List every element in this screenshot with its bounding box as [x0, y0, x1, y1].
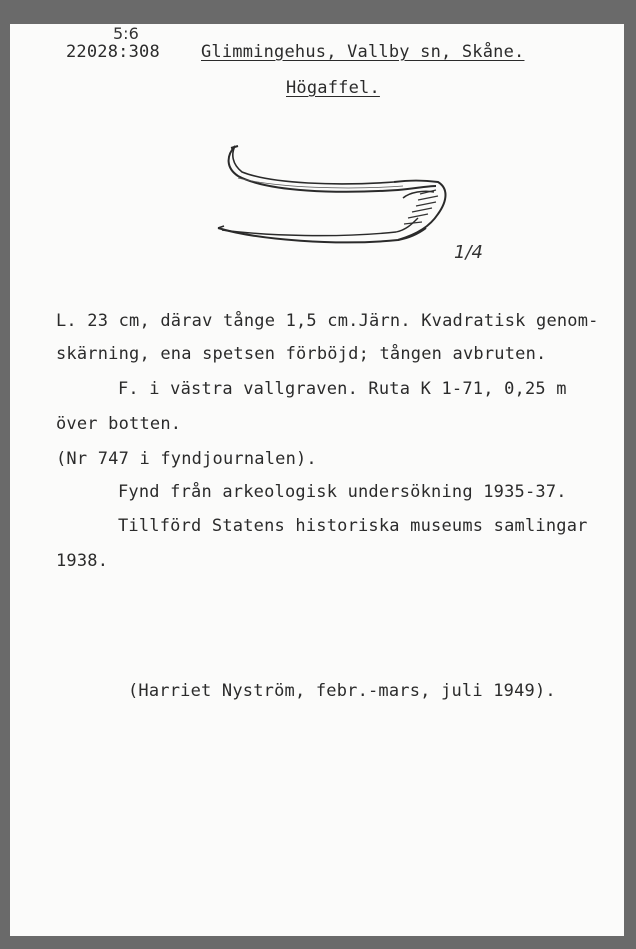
location-heading: Glimmingehus, Vallby sn, Skåne.: [201, 42, 525, 62]
object-name: Högaffel.: [286, 78, 380, 98]
catalog-number: 22028:308: [66, 42, 160, 62]
scale-note: 1/4: [454, 242, 483, 263]
body-line-1: L. 23 cm, därav tånge 1,5 cm.Järn. Kvadratisk genom-: [56, 311, 599, 331]
handwritten-note: 5:6: [113, 24, 139, 43]
signature-line: (Harriet Nyström, febr.-mars, juli 1949).: [128, 681, 556, 701]
body-line-3: F. i västra vallgraven. Ruta K 1-71, 0,25 m: [118, 379, 567, 399]
catalog-card: [10, 24, 624, 936]
body-line-7: Tillförd Statens historiska museums samlingar: [118, 516, 588, 536]
body-line-4: över botten.: [56, 414, 182, 434]
body-line-8: 1938.: [56, 551, 109, 571]
body-line-5: (Nr 747 i fyndjournalen).: [56, 449, 317, 469]
pitchfork-drawing: [198, 142, 458, 252]
body-line-2: skärning, ena spetsen förböjd; tången avbruten.: [56, 344, 547, 364]
body-line-6: Fynd från arkeologisk undersökning 1935-37.: [118, 482, 567, 502]
